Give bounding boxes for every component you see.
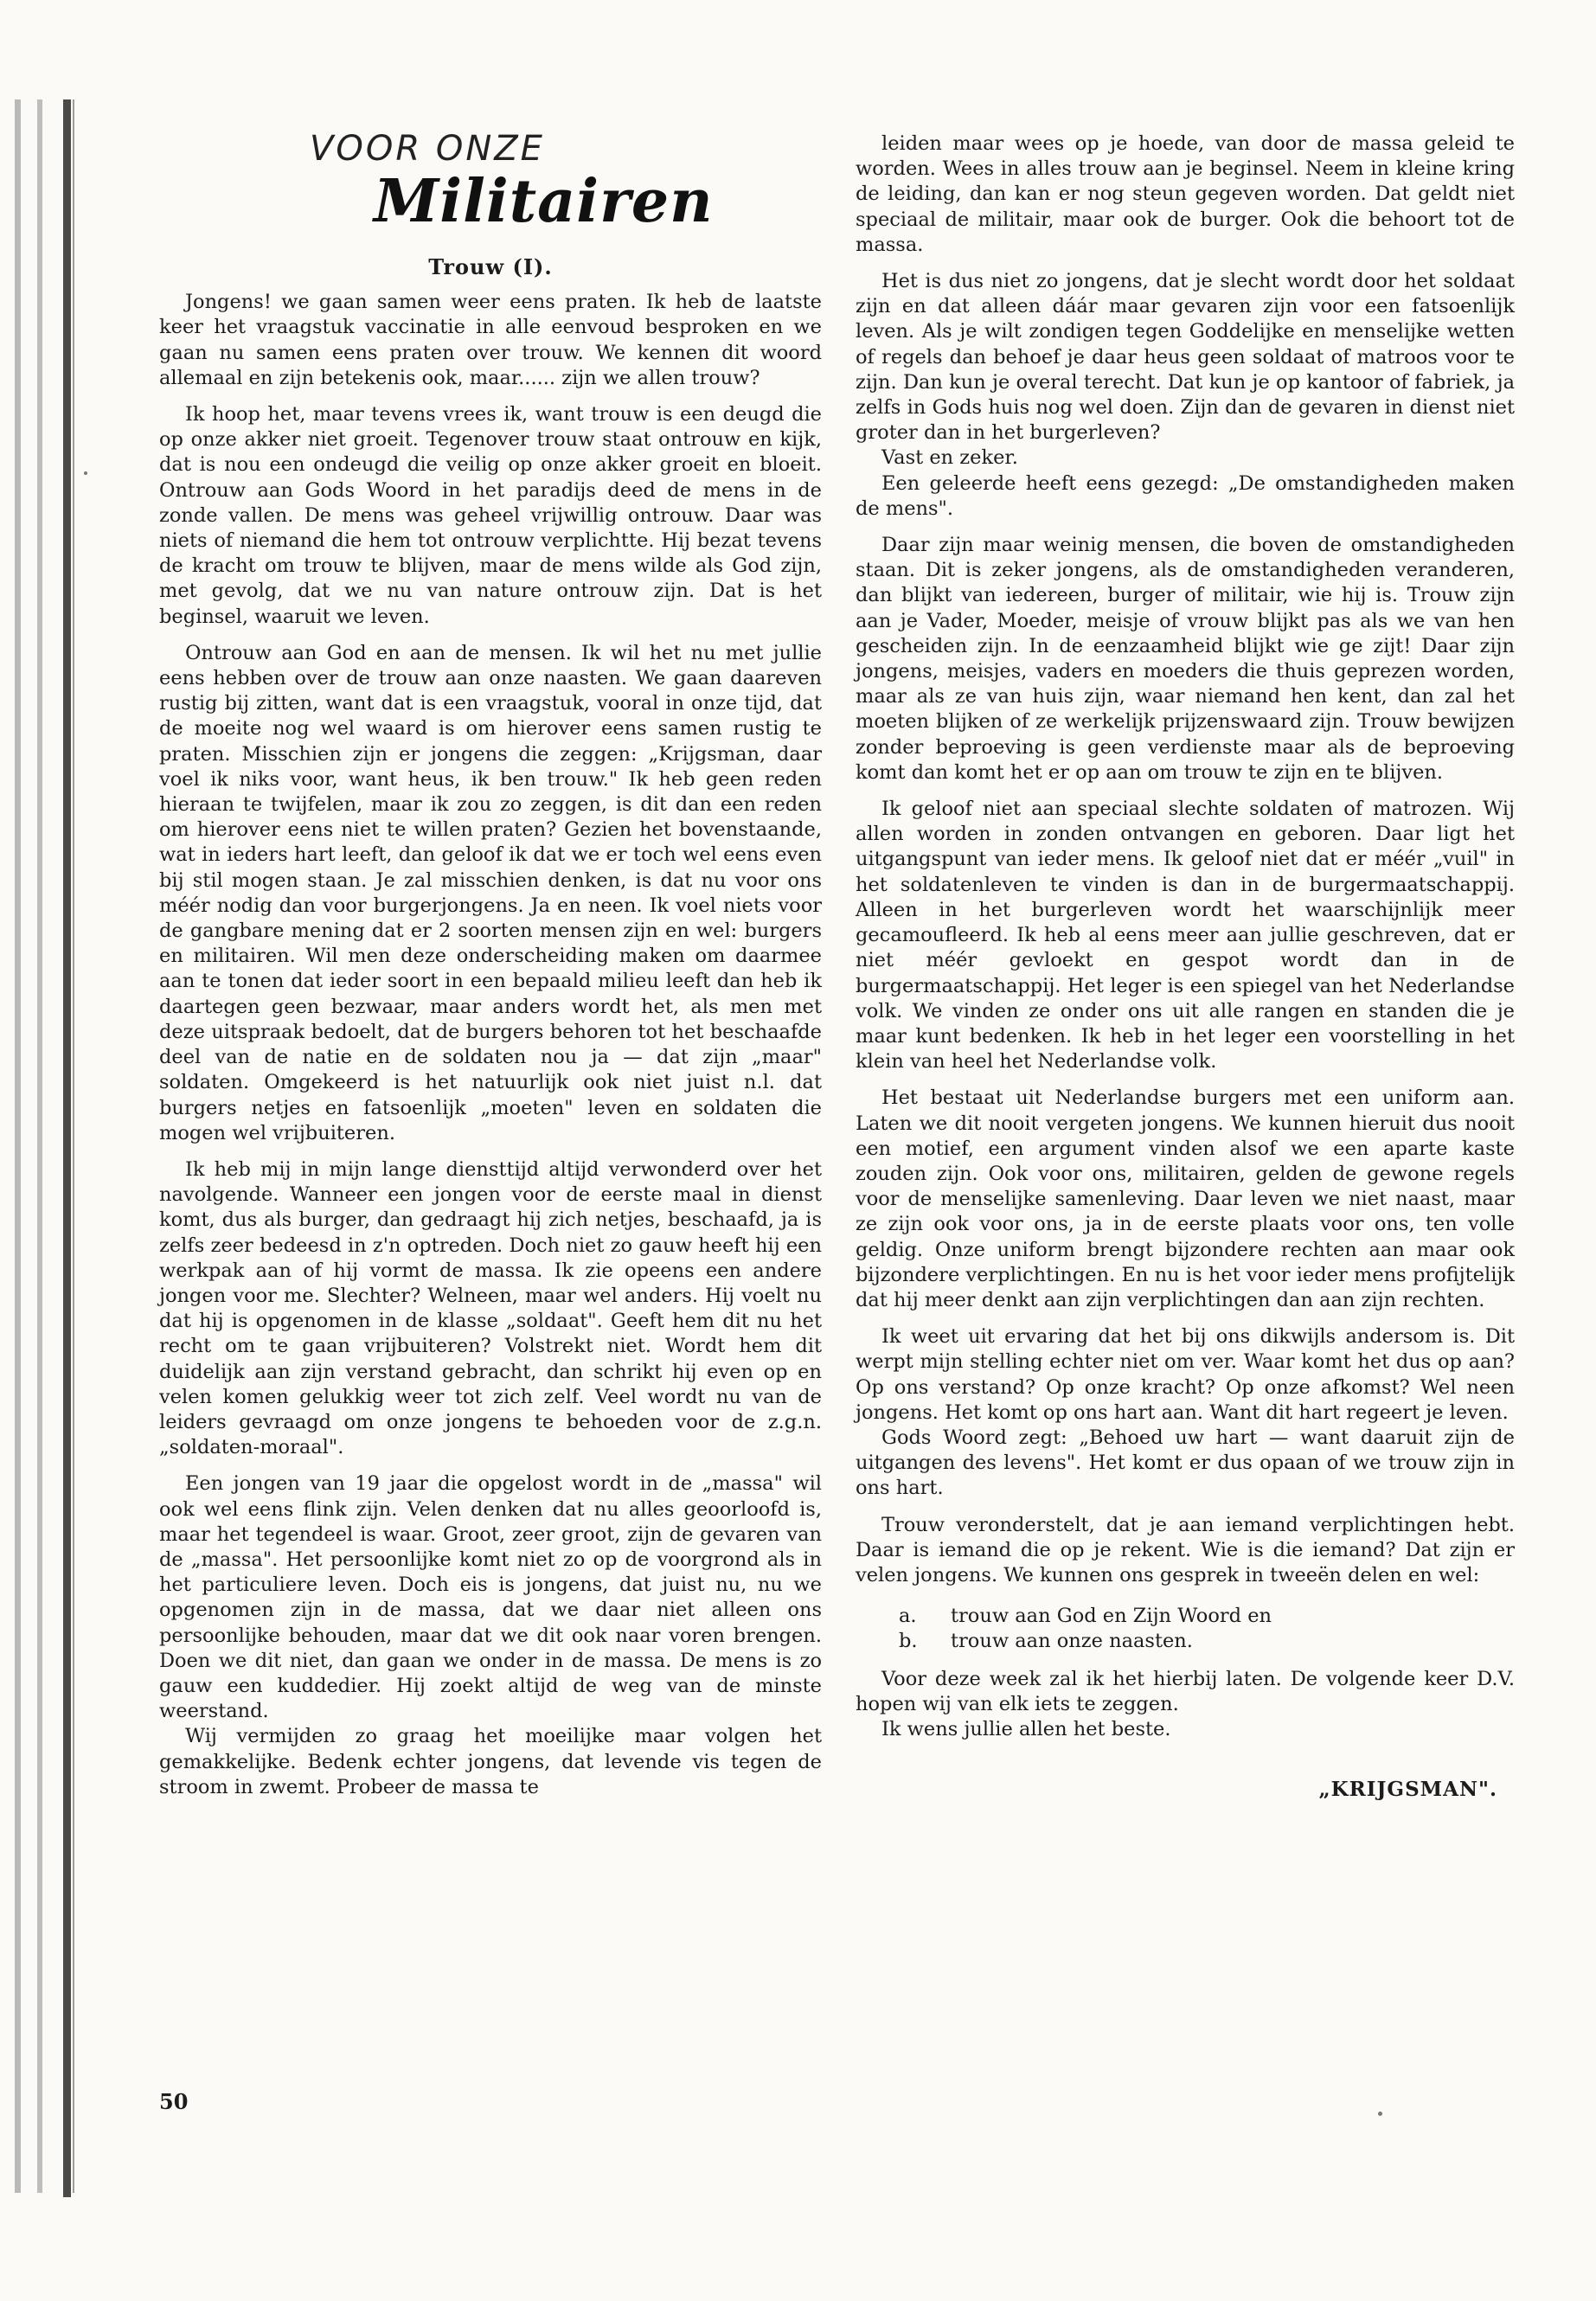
binding-edge-dark: [63, 99, 71, 2197]
list-item: [856, 1629, 1515, 1654]
closing-paragraph: Ik wens jullie allen het beste.: [881, 1717, 1171, 1740]
article-heading: [159, 130, 822, 279]
article-subtitle: Trouw (I).: [428, 254, 553, 279]
enumerated-list: [856, 1604, 1515, 1654]
scan-speck: [1378, 2112, 1382, 2116]
paragraph: Gods Woord zegt: „Behoed uw hart — want daaruit zijn de uitgangen des levens". Het komt er dus opaan of we trouw zijn in ons hart.: [856, 1426, 1515, 1500]
right-column: [856, 131, 1515, 1802]
paragraph: Ontrouw aan God en aan de mensen. Ik wil het nu met jullie eens hebben over de trouw aan onze naasten. We gaan daareven rustig bij zitten, want dat is een vraagstuk, vooral in onze tijd, dat de moeite nog wel waard is om hierover eens samen rustig te praten. Misschien zijn er jongens die zeggen: „Krijgsman, daar voel ik niks voor, want heus, ik ben trouw." Ik heb geen reden hieraan te twijfelen, maar ik zou zo zeggen, is dit dan een reden om hierover eens niet te willen praten? Gezien het bovenstaande, wat in ieders hart leeft, dan geloof ik dat we er toch wel eens even bij stil mogen staan. Je zal misschien denken, is dat nu voor ons méér nodig dan voor burgerjongens. Ja en neen. Ik voel niets voor de gangbare mening dat er 2 soorten mensen zijn en wel: burgers en militairen. Wil men deze onderscheiding maken om daarmee aan te tonen dat ieder soort in een bepaald milieu leeft dan heb ik daartegen geen bezwaar, maar anders wordt het, als men met deze uitspraak bedoelt, dat de burgers behoren tot het beschaafde deel van de natie en de soldaten nou ja — dat zijn „maar" soldaten. Omgekeerd is het natuurlijk ook niet juist n.l. dat burgers netjes en fatsoenlijk „moeten" leven en soldaten die mogen wel vrijbuiteren.: [159, 641, 822, 1144]
page-number: 50: [159, 2089, 189, 2114]
scan-speck: [84, 471, 87, 475]
list-letter: b.: [899, 1630, 918, 1653]
paragraph: Trouw veronderstelt, dat je aan iemand verplichtingen hebt. Daar is iemand die op je rekent. Wie is die iemand? Dat zijn er velen jongens. We kunnen ons gesprek in tweeën delen en wel:: [856, 1513, 1515, 1586]
binding-edge-thin: [73, 99, 74, 2193]
paragraph: Ik heb mij in mijn lange diensttijd altijd verwonderd over het navolgende. Wanneer een jongen voor de eerste maal in dienst komt, dus als burger, dan gedraagt hij zich netjes, beschaafd, ja is zelfs zeer bedeesd in z'n optreden. Doch niet zo gauw heeft hij een werkpak aan of hij vormt de massa. Ik zie opeens een andere jongen voor me. Slechter? Welneen, maar wel anders. Hij voelt nu dat hij is opgenomen in de klasse „soldaat". Geeft hem dit nu het recht om te gaan vrijbuiteren? Volstrekt niet. Wordt hem dit duidelijk aan zijn verstand gebracht, dan schrikt hij even op en velen komen gelukkig weer tot zich zelf. Veel wordt nu van de leiders gevraagd om onze jongens te behoeden voor de z.g.n. „soldaten-moraal".: [159, 1157, 822, 1459]
list-text: trouw aan God en Zijn Woord en: [951, 1605, 1272, 1628]
paragraph: Wij vermijden zo graag het moeilijke maar volgen het gemakkelijke. Bedenk echter jongens, dat levende vis tegen de stroom in zwemt. Probeer de massa te: [159, 1725, 822, 1798]
paragraph: leiden maar wees op je hoede, van door de massa geleid te worden. Wees in alles trouw aan je beginsel. Neem in kleine kring de leiding, dan kan er nog steun gegeven worden. Dat geldt niet speciaal de militair, maar ook de burger. Ook die behoort tot de massa.: [856, 132, 1515, 256]
signature: „KRIJGSMAN".: [1318, 1778, 1497, 1802]
paragraph: Ik hoop het, maar tevens vrees ik, want trouw is een deugd die op onze akker niet groeit. Tegenover trouw staat ontrouw en kijk, dat is nou een ondeugd die veilig op onze akker groeit en bloeit. Ontrouw aan Gods Woord in het paradijs deed de mens in de zonde vallen. De mens was geheel vrijwillig ontrouw. Daar was niets of niemand die hem tot ontrouw verplichtte. Hij bezat tevens de kracht om trouw te blijven, maar de mens wilde als God zijn, met gevolg, dat we nu van nature ontrouw zijn. Dat is het beginsel, waaruit we leven.: [159, 403, 822, 628]
list-letter: a.: [899, 1605, 917, 1628]
heading-title: Militairen: [374, 167, 714, 236]
paragraph: Een jongen van 19 jaar die opgelost wordt in de „massa" wil ook wel eens flink zijn. Velen denken dat nu alles geoorloofd is, maar het tegendeel is waar. Groot, zeer groot, zijn de gevaren van de „massa". Het persoonlijke komt niet zo op de voorgrond als in het particuliere leven. Doch eis is jongens, dat juist nu, nu we opgenomen zijn in de massa, dat we daar niet alleen ons persoonlijke behouden, maar dat we dit ook naar voren brengen. Doen we dit niet, dan gaan we onder in de massa. De mens is zo gauw een kuddedier. Hij zoekt altijd de weg van de minste weerstand.: [159, 1472, 822, 1723]
binding-edge-light-2: [37, 99, 42, 2193]
paragraph: Jongens! we gaan samen weer eens praten. Ik heb de laatste keer het vraagstuk vaccinatie in alle eenvoud besproken en we gaan nu samen eens praten over trouw. We kennen dit woord allemaal en zijn betekenis ook, maar...... zijn we allen trouw?: [159, 291, 822, 389]
paragraph: Vast en zeker.: [881, 446, 1018, 470]
heading-kicker: VOOR ONZE: [310, 129, 545, 169]
paragraph: Ik geloof niet aan speciaal slechte soldaten of matrozen. Wij allen worden in zonden ontvangen en geboren. Daar ligt het uitgangspunt van ieder mens. Ik geloof niet dat er méér „vuil" in het soldatenleven te vinden is dan in de burgermaatschappij. Alleen in het burgerleven wordt het waarschijnlijk meer gecamoufleerd. Ik heb al eens meer aan jullie geschreven, dat er niet méér gevloekt en gespot wordt dan in de burgermaatschappij. Het leger is een spiegel van het Nederlandse volk. We vinden ze onder ons uit alle rangen en standen die je maar kunt bedenken. Ik heb in het leger een voorstelling in het klein van heel het Nederlandse volk.: [856, 798, 1515, 1074]
closing-paragraph: Voor deze week zal ik het hierbij laten. De volgende keer D.V. hopen wij van elk iets te zeggen.: [856, 1667, 1515, 1715]
binding-edge-light: [15, 99, 21, 2193]
paragraph: Daar zijn maar weinig mensen, die boven de omstandigheden staan. Dit is zeker jongens, als de omstandigheden veranderen, dan blijkt van iedereen, burger of militair, wie hij is. Trouw zijn aan je Vader, Moeder, meisje of vrouw blijkt pas als we van hen gescheiden zijn. In de eenzaamheid blijkt wie ge zijt! Daar zijn jongens, meisjes, vaders en moeders die thuis geprezen worden, maar als ze van huis zijn, waar niemand hen kent, dan zal het moeten blijken of ze werkelijk prijzenswaard zijn. Trouw bewijzen zonder beproeving is geen verdienste maar als de beproeving komt dan komt het er op aan om trouw te zijn en te blijven.: [856, 534, 1515, 784]
paragraph: Een geleerde heeft eens gezegd: „De omstandigheden maken de mens".: [856, 471, 1515, 520]
left-column: [159, 130, 822, 1800]
paragraph: Het bestaat uit Nederlandse burgers met een uniform aan. Laten we dit nooit vergeten jongens. We kunnen hieruit dus nooit een motief, een argument vinden alsof we een aparte kaste zouden zijn. Ook voor ons, militairen, gelden de gewone regels voor de menselijke samenleving. Daar leven we niet naast, maar ze zijn ook voor ons, ja in de eerste plaats voor ons, ten volle geldig. Onze uniform brengt bijzondere rechten aan maar ook bijzondere verplichtingen. En nu is het voor ieder mens profijtelijk dat hij meer denkt aan zijn verplichtingen dan aan zijn rechten.: [856, 1086, 1515, 1311]
list-item: [856, 1604, 1515, 1629]
list-text: trouw aan onze naasten.: [951, 1630, 1193, 1653]
paragraph: Het is dus niet zo jongens, dat je slecht wordt door het soldaat zijn en dat alleen dáár maar gevaren zijn voor een fatsoenlijk leven. Als je wilt zondigen tegen Goddelijke en menselijke wetten of regels dan behoef je daar heus geen soldaat of matroos voor te zijn. Dan kun je overal terecht. Dat kun je op kantoor of fabriek, ja zelfs in Gods huis nog wel doen. Zijn dan de gevaren in dienst niet groter dan in het burgerleven?: [856, 270, 1515, 445]
paragraph: Ik weet uit ervaring dat het bij ons dikwijls andersom is. Dit werpt mijn stelling echter niet om ver. Waar komt het dus op aan? Op ons verstand? Op onze kracht? Op onze afkomst? Wel neen jongens. Het komt op ons hart aan. Want dit hart regeert je leven.: [856, 1325, 1515, 1424]
